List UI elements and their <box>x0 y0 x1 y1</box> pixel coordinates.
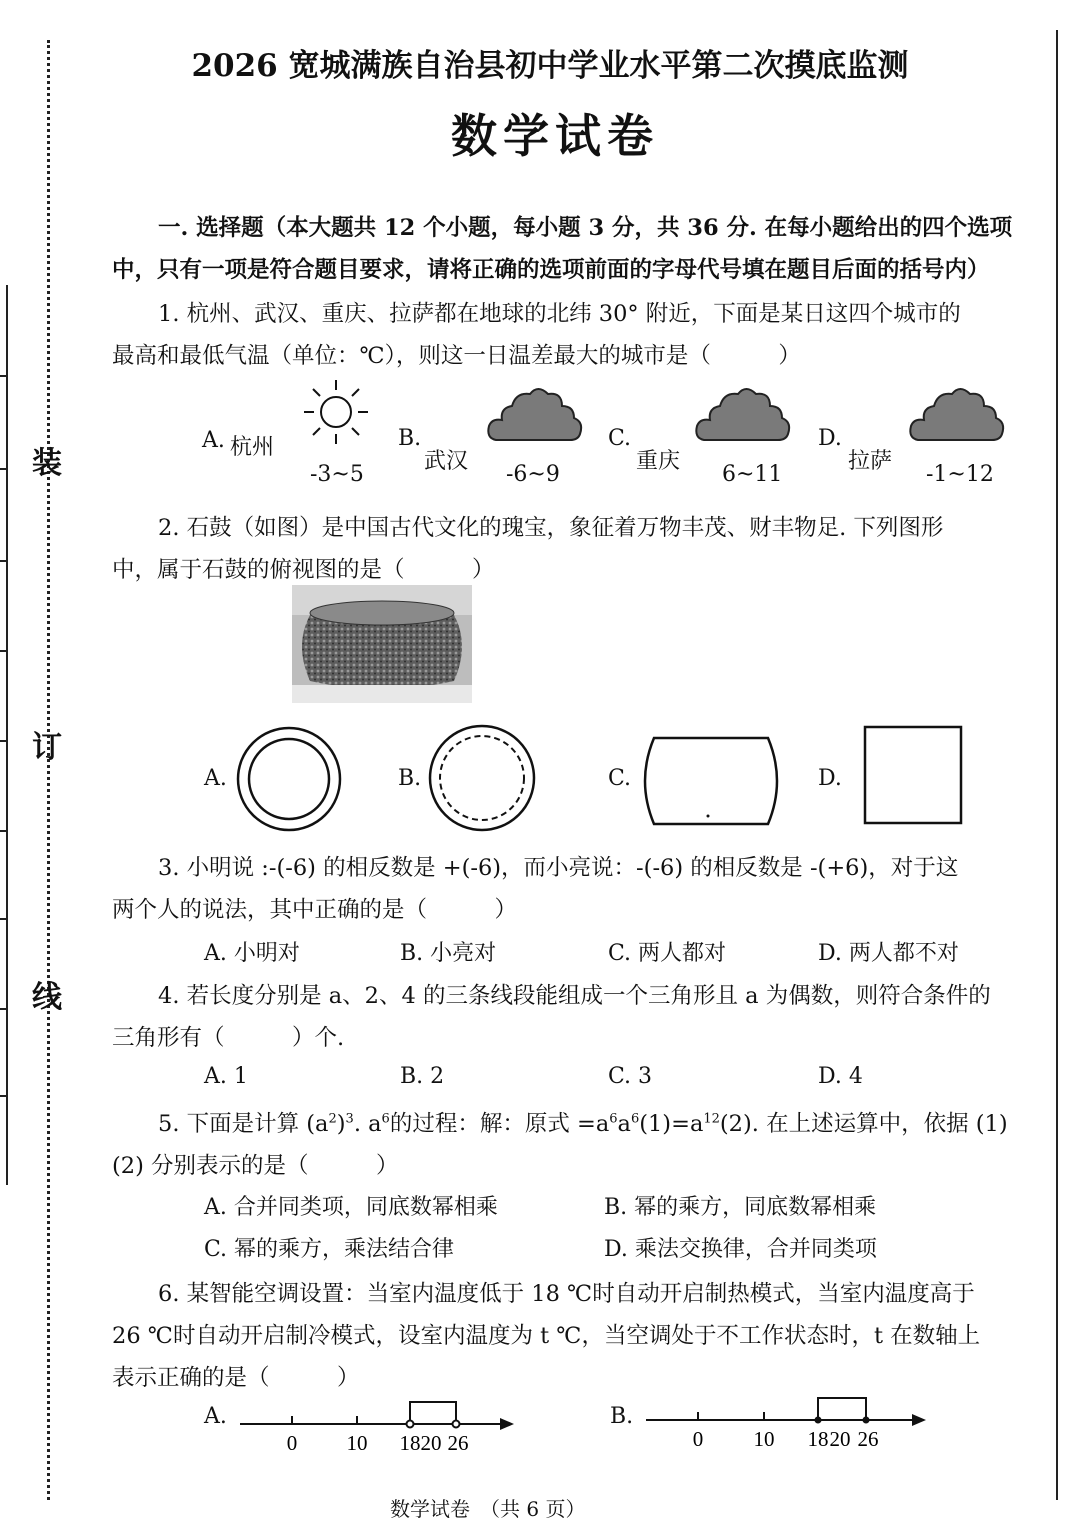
q3-option-a: A. 小明对 <box>204 941 300 966</box>
axis-label: 10 <box>753 1427 775 1451</box>
q3-line2: 两个人的说法，其中正确的是（ ） <box>112 897 518 923</box>
axis-label: 20 <box>829 1427 851 1451</box>
page-footer: 数学试卷 （共 6 页） <box>390 1497 586 1521</box>
q1-line1: 1. 杭州、武汉、重庆、拉萨都在地球的北纬 30° 附近，下面是某日这四个城市的 <box>158 301 961 327</box>
q4-line1: 4. 若长度分别是 a、2、4 的三条线段能组成一个三角形且 a 为偶数，则符合条件的 <box>158 983 991 1009</box>
left-form-border <box>0 285 8 1185</box>
q1-option-c-range: 6~11 <box>722 462 783 487</box>
form-tick <box>0 830 8 832</box>
q3-option-d: D. 两人都不对 <box>818 941 959 966</box>
axis-label: 20 <box>420 1431 442 1455</box>
q1-option-a-city: 杭州 <box>230 435 275 460</box>
exam-subtitle: 数学试卷 <box>451 109 659 163</box>
stone-drum-photo <box>292 585 472 703</box>
binding-char-xian: 线 <box>32 980 62 1015</box>
barrel-side-figure <box>640 736 782 826</box>
axis-label: 0 <box>286 1431 298 1455</box>
dashed-circle-figure <box>426 724 538 832</box>
q2-option-a-label: A. <box>204 766 227 791</box>
q6-line1: 6. 某智能空调设置：当室内温度低于 18 ℃时自动开启制热模式，当室内温度高于 <box>158 1281 975 1307</box>
axis-label: 18 <box>399 1431 421 1455</box>
form-tick <box>0 560 8 562</box>
q5-option-d: D. 乘法交换律，合并同类项 <box>604 1237 877 1262</box>
q1-option-d-city: 拉萨 <box>848 449 893 474</box>
section-heading-line2: 中，只有一项是符合题目要求，请将正确的选项前面的字母代号填在题目后面的括号内） <box>112 257 990 283</box>
q3-option-b: B. 小亮对 <box>400 941 497 966</box>
q2-option-b-label: B. <box>398 766 422 791</box>
q6-option-a-label: A. <box>204 1404 227 1429</box>
form-tick <box>0 375 8 377</box>
q6-option-b-label: B. <box>610 1404 634 1429</box>
q4-option-b: B. 2 <box>400 1064 445 1089</box>
q2-line1: 2. 石鼓（如图）是中国古代文化的瑰宝，象征着万物丰茂、财丰物足. 下列图形 <box>158 515 944 541</box>
axis-label: 26 <box>447 1431 469 1455</box>
binding-dotted-line <box>47 40 50 1500</box>
q4-option-d: D. 4 <box>818 1064 863 1089</box>
binding-char-zhuang: 装 <box>32 446 62 481</box>
q1-option-a-letter: A. <box>202 428 225 453</box>
axis-label: 10 <box>346 1431 368 1455</box>
q2-option-d-label: D. <box>818 766 842 791</box>
q3-option-c: C. 两人都对 <box>608 941 727 966</box>
number-line-b <box>644 1390 934 1450</box>
q6-line3: 表示正确的是（ ） <box>112 1365 360 1391</box>
q1-option-b-letter: B. <box>398 426 422 451</box>
q4-line2: 三角形有（ ）个. <box>112 1025 345 1051</box>
q5-option-a: A. 合并同类项，同底数幂相乘 <box>204 1195 498 1220</box>
q1-option-b-city: 武汉 <box>424 449 469 474</box>
sun-icon <box>300 378 372 448</box>
square-figure <box>864 726 964 826</box>
q1-option-b-range: -6~9 <box>506 462 560 487</box>
q1-option-d-range: -1~12 <box>926 462 994 487</box>
double-circle-figure <box>236 726 344 832</box>
q3-line1: 3. 小明说 :-(-6) 的相反数是 +(-6)，而小亮说：-(-6) 的相反数是 -(+6)，对于这 <box>158 855 959 881</box>
axis-label: 0 <box>692 1427 704 1451</box>
cloud-icon <box>694 382 794 446</box>
q5-option-b: B. 幂的乘方，同底数幂相乘 <box>604 1195 877 1220</box>
form-tick <box>0 918 8 920</box>
q1-option-c-letter: C. <box>608 426 632 451</box>
q5-line2: (2) 分别表示的是（ ） <box>112 1153 399 1179</box>
q1-option-a-range: -3~5 <box>310 462 364 487</box>
q5-line1: 5. 下面是计算 $(a^2)^3$. $a^6$的过程：解：原式 $=a^6a^6(1)=a^{12}(2)$. 在上述运算中，依据 (1) <box>158 1111 1008 1137</box>
number-line-a <box>238 1394 518 1454</box>
q6-line2: 26 ℃时自动开启制冷模式，设室内温度为 t ℃，当空调处于不工作状态时，t 在数轴上 <box>112 1323 981 1349</box>
form-tick <box>0 1095 8 1097</box>
cloud-icon <box>908 382 1008 446</box>
exam-title: 2026 宽城满族自治县初中学业水平第二次摸底监测 <box>191 48 909 84</box>
binding-char-ding: 订 <box>32 730 62 765</box>
axis-label: 26 <box>857 1427 879 1451</box>
q1-line2: 最高和最低气温（单位：℃），则这一日温差最大的城市是（ ） <box>112 343 801 369</box>
q1-option-c-city: 重庆 <box>636 449 681 474</box>
q2-line2: 中，属于石鼓的俯视图的是（ ） <box>112 557 495 583</box>
form-tick <box>0 468 8 470</box>
q5-option-c: C. 幂的乘方，乘法结合律 <box>204 1237 455 1262</box>
q4-option-a: A. 1 <box>204 1064 248 1089</box>
q1-option-d-letter: D. <box>818 426 842 451</box>
right-page-border <box>1056 30 1058 1500</box>
section-heading-line1: 一. 选择题（本大题共 12 个小题，每小题 3 分，共 36 分. 在每小题给出的四个选项 <box>158 215 1013 241</box>
form-tick <box>0 1008 8 1010</box>
form-tick <box>0 740 8 742</box>
q2-option-c-label: C. <box>608 766 632 791</box>
q4-option-c: C. 3 <box>608 1064 653 1089</box>
axis-label: 18 <box>807 1427 829 1451</box>
form-tick <box>0 650 8 652</box>
cloud-icon <box>486 382 586 446</box>
